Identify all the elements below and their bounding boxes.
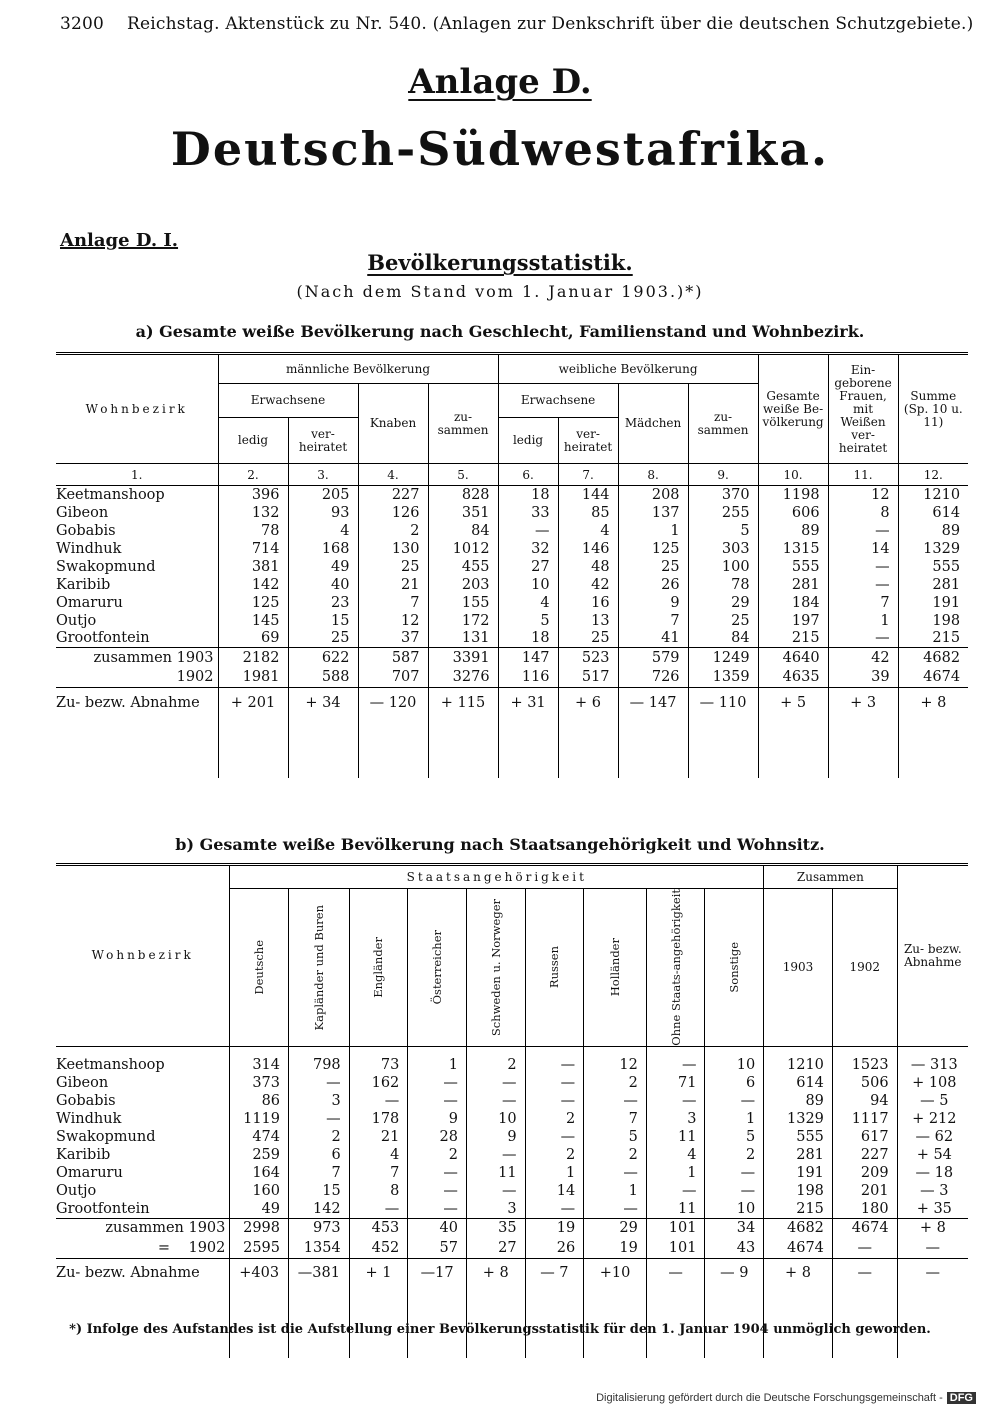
table-cell: 84 <box>688 630 758 648</box>
statistics-title: Bevölkerungsstatistik. <box>367 250 633 275</box>
table-cell: 132 <box>218 504 288 522</box>
table-cell: 16 <box>558 594 618 612</box>
district-name: Swakopmund <box>56 558 156 575</box>
table-cell: 184 <box>758 594 828 612</box>
table-cell: 198 <box>898 612 968 630</box>
table-cell: 281 <box>764 1146 833 1164</box>
table-cell: 21 <box>349 1128 408 1146</box>
table-cell: 314 <box>230 1056 289 1074</box>
table-cell: 281 <box>758 576 828 594</box>
table-cell: — <box>525 1200 584 1218</box>
table-cell: 7 <box>618 612 688 630</box>
table-row <box>56 1128 968 1146</box>
table-cell: 89 <box>758 522 828 540</box>
table-cell: 48 <box>558 558 618 576</box>
table-cell: 201 <box>832 1182 897 1200</box>
table-cell: — <box>408 1092 467 1110</box>
col-zusammen-w: zu-sammen <box>688 384 758 464</box>
table-row <box>56 522 968 540</box>
table-cell: 370 <box>688 486 758 504</box>
table-cell: 555 <box>758 558 828 576</box>
col-deutsche: Deutsche <box>252 940 267 995</box>
col-schweden: Schweden u. Norweger <box>488 898 503 1036</box>
col-oesterreicher: Österreicher <box>430 930 445 1005</box>
table-a <box>56 352 968 778</box>
table-cell: 93 <box>288 504 358 522</box>
table-cell: 49 <box>230 1200 289 1218</box>
table-cell: 7 <box>289 1164 350 1182</box>
col-erwachsene-w: Erwachsene <box>498 384 618 418</box>
col-wohnbezirk-b: Wohnbezirk <box>56 865 230 1047</box>
table-cell: 9 <box>618 594 688 612</box>
district-name: Grootfontein <box>56 1200 150 1217</box>
table-cell: — <box>408 1200 467 1218</box>
table-cell: 23 <box>288 594 358 612</box>
table-cell: 142 <box>289 1200 350 1218</box>
table-cell: 14 <box>525 1182 584 1200</box>
table-cell: 10 <box>466 1110 525 1128</box>
col-ledig-w: ledig <box>498 418 558 464</box>
table-cell: 126 <box>358 504 428 522</box>
table-row <box>56 1110 968 1128</box>
table-cell: 125 <box>618 540 688 558</box>
table-a-title: a) Gesamte weiße Bevölkerung nach Geschlecht, Familienstand und Wohnbezirk. <box>135 322 865 341</box>
table-cell: + 212 <box>897 1110 968 1128</box>
col-verheiratet-m: ver-heiratet <box>288 418 358 464</box>
table-cell: 32 <box>498 540 558 558</box>
table-cell: 5 <box>584 1128 647 1146</box>
column-numbers: 1. 2. 3. 4. 5. 6. 7. 8. 9. 10. 11. 12. <box>56 464 968 486</box>
table-cell: 12 <box>358 612 428 630</box>
table-cell: 9 <box>408 1110 467 1128</box>
col-1902: 1902 <box>832 889 897 1047</box>
table-cell: 197 <box>758 612 828 630</box>
table-cell: 1210 <box>898 486 968 504</box>
table-cell: 69 <box>218 630 288 648</box>
table-cell: — <box>646 1092 705 1110</box>
table-cell: 2 <box>408 1146 467 1164</box>
table-cell: — <box>646 1056 705 1074</box>
table-cell: 5 <box>498 612 558 630</box>
table-cell: — <box>466 1182 525 1200</box>
table-cell: 2 <box>289 1128 350 1146</box>
table-cell: 28 <box>408 1128 467 1146</box>
col-hollaender: Holländer <box>608 938 622 997</box>
footnote: *) Infolge des Aufstandes ist die Aufstellung einer Bevölkerungsstatistik für den 1. Januar 1904 unmöglich geworden. <box>69 1322 931 1337</box>
table-cell: 2 <box>705 1146 764 1164</box>
table-row <box>56 612 968 630</box>
table-cell: 25 <box>358 558 428 576</box>
col-englaender: Engländer <box>371 936 386 998</box>
col-maennlich: männliche Bevölkerung <box>218 354 498 384</box>
table-cell: 13 <box>558 612 618 630</box>
table-cell: 198 <box>764 1182 833 1200</box>
table-cell: 2 <box>584 1074 647 1092</box>
table-cell: 164 <box>230 1164 289 1182</box>
table-cell: 259 <box>230 1146 289 1164</box>
dfg-logo: DFG <box>947 1392 976 1404</box>
diff-row-b: Zu- bezw. Abnahme +403 —381 + 1 —17 + 8 — 7 +10 — — 9 + 8 — — <box>56 1258 968 1288</box>
district-name: Grootfontein <box>56 630 150 647</box>
statistics-subtitle: (Nach dem Stand vom 1. Januar 1903.)*) <box>296 282 704 301</box>
table-cell: 227 <box>358 486 428 504</box>
table-cell: + 108 <box>897 1074 968 1092</box>
table-cell: — <box>828 522 898 540</box>
table-cell: 25 <box>558 630 618 648</box>
table-cell: 5 <box>688 522 758 540</box>
table-b-title: b) Gesamte weiße Bevölkerung nach Staatsangehörigkeit und Wohnsitz. <box>175 835 825 854</box>
table-cell: 1 <box>525 1164 584 1182</box>
table-cell: + 54 <box>897 1146 968 1164</box>
table-cell: — 5 <box>897 1092 968 1110</box>
table-cell: 2 <box>525 1146 584 1164</box>
table-cell: 191 <box>764 1164 833 1182</box>
header-text: Reichstag. Aktenstück zu Nr. 540. (Anlagen zur Denkschrift über die deutschen Schutzgebiete.) <box>127 14 974 34</box>
table-cell: 84 <box>428 522 498 540</box>
col-zuab-b: Zu- bezw. Abnahme <box>897 865 968 1047</box>
table-cell: 7 <box>349 1164 408 1182</box>
table-cell: 8 <box>828 504 898 522</box>
table-cell: 78 <box>218 522 288 540</box>
table-cell: — <box>289 1074 350 1092</box>
table-row <box>56 1164 968 1182</box>
table-cell: 18 <box>498 630 558 648</box>
table-cell: 255 <box>688 504 758 522</box>
table-cell: — <box>349 1200 408 1218</box>
table-row <box>56 1182 968 1200</box>
table-cell: 351 <box>428 504 498 522</box>
table-row <box>56 630 968 648</box>
col-zusammen-b: Zusammen <box>764 865 897 889</box>
table-cell: 1329 <box>898 540 968 558</box>
table-cell: 215 <box>764 1200 833 1218</box>
table-cell: 205 <box>288 486 358 504</box>
table-cell: 15 <box>288 612 358 630</box>
table-cell: 7 <box>584 1110 647 1128</box>
table-cell: 29 <box>688 594 758 612</box>
table-cell: 33 <box>498 504 558 522</box>
col-wohnbezirk: Wohnbezirk <box>56 354 218 464</box>
table-cell: + 35 <box>897 1200 968 1218</box>
district-name: Omaruru <box>56 594 123 611</box>
table-cell: 100 <box>688 558 758 576</box>
table-cell: 1 <box>828 612 898 630</box>
table-cell: — <box>466 1146 525 1164</box>
table-cell: — <box>408 1074 467 1092</box>
table-row <box>56 1200 968 1218</box>
table-row <box>56 1146 968 1164</box>
district-name: Gibeon <box>56 504 109 521</box>
district-name: Keetmanshoop <box>56 486 165 503</box>
table-cell: 144 <box>558 486 618 504</box>
table-cell: 73 <box>349 1056 408 1074</box>
table-cell: — <box>828 558 898 576</box>
sub-annex-label: Anlage D. I. <box>60 230 179 251</box>
table-cell: 1119 <box>230 1110 289 1128</box>
col-maedchen: Mädchen <box>618 384 688 464</box>
table-cell: 137 <box>618 504 688 522</box>
table-cell: 606 <box>758 504 828 522</box>
district-name: Omaruru <box>56 1165 123 1182</box>
table-cell: 21 <box>358 576 428 594</box>
region-title: Deutsch-Südwestafrika. <box>170 122 830 176</box>
table-cell: 11 <box>466 1164 525 1182</box>
table-cell: 1198 <box>758 486 828 504</box>
table-cell: 130 <box>358 540 428 558</box>
table-cell: 8 <box>349 1182 408 1200</box>
page-number: 3200 <box>60 14 105 34</box>
table-cell: 281 <box>898 576 968 594</box>
table-cell: — <box>525 1056 584 1074</box>
table-cell: 25 <box>288 630 358 648</box>
district-name: Karibib <box>56 576 111 593</box>
table-cell: 14 <box>828 540 898 558</box>
table-cell: 1210 <box>764 1056 833 1074</box>
table-cell: 303 <box>688 540 758 558</box>
table-cell: 4 <box>646 1146 705 1164</box>
table-cell: 555 <box>764 1128 833 1146</box>
col-weiblich: weibliche Bevölkerung <box>498 354 758 384</box>
col-summe: Summe (Sp. 10 u. 11) <box>898 354 968 464</box>
col-zusammen-m: zu-sammen <box>428 384 498 464</box>
table-cell: 40 <box>288 576 358 594</box>
total-row-b-1903: zusammen 1903 2998 973 453 40 35 19 29 101 34 4682 4674 + 8 <box>56 1218 968 1238</box>
table-cell: 1 <box>705 1110 764 1128</box>
table-cell: 155 <box>428 594 498 612</box>
district-name: Swakopmund <box>56 1129 156 1146</box>
total-row-b-1902: = 1902 2595 1354 452 57 27 26 19 101 43 4674 — — <box>56 1238 968 1258</box>
col-sonstige: Sonstige <box>727 942 742 993</box>
table-cell: 25 <box>688 612 758 630</box>
table-cell: — 18 <box>897 1164 968 1182</box>
table-cell: 798 <box>289 1056 350 1074</box>
table-row <box>56 558 968 576</box>
table-cell: 12 <box>828 486 898 504</box>
table-cell: 6 <box>705 1074 764 1092</box>
table-cell: 7 <box>358 594 428 612</box>
table-cell: — <box>525 1092 584 1110</box>
table-cell: 12 <box>584 1056 647 1074</box>
table-cell: — <box>498 522 558 540</box>
diff-row: Zu- bezw. Abnahme + 201 + 34 — 120 + 115 + 31 + 6 — 147 — 110 + 5 + 3 + 8 <box>56 688 968 718</box>
table-cell: 506 <box>832 1074 897 1092</box>
col-eingeborene: Ein-geborene Frauen, mit Weißen ver-heiratet <box>828 354 898 464</box>
table-cell: — <box>525 1074 584 1092</box>
table-cell: 1 <box>584 1182 647 1200</box>
table-cell: — <box>289 1110 350 1128</box>
table-cell: 26 <box>618 576 688 594</box>
table-cell: 10 <box>705 1056 764 1074</box>
table-cell: 94 <box>832 1092 897 1110</box>
table-cell: 10 <box>498 576 558 594</box>
table-cell: 208 <box>618 486 688 504</box>
table-cell: 11 <box>646 1128 705 1146</box>
table-cell: 3 <box>646 1110 705 1128</box>
table-cell: 145 <box>218 612 288 630</box>
table-cell: 1 <box>646 1164 705 1182</box>
table-cell: 2 <box>466 1056 525 1074</box>
table-cell: 168 <box>288 540 358 558</box>
table-cell: 555 <box>898 558 968 576</box>
table-cell: 2 <box>584 1146 647 1164</box>
col-ledig-m: ledig <box>218 418 288 464</box>
table-cell: — <box>466 1092 525 1110</box>
table-cell: 37 <box>358 630 428 648</box>
table-cell: 455 <box>428 558 498 576</box>
table-cell: 142 <box>218 576 288 594</box>
table-cell: 209 <box>832 1164 897 1182</box>
table-cell: 3 <box>289 1092 350 1110</box>
table-cell: 215 <box>758 630 828 648</box>
table-cell: 49 <box>288 558 358 576</box>
table-cell: 381 <box>218 558 288 576</box>
total-row-1903: zusammen 1903 2182 622 587 3391 147 523 579 1249 4640 42 4682 <box>56 648 968 668</box>
table-cell: 86 <box>230 1092 289 1110</box>
table-cell: 6 <box>289 1146 350 1164</box>
table-cell: — <box>584 1200 647 1218</box>
district-name: Karibib <box>56 1147 111 1164</box>
table-cell: 191 <box>898 594 968 612</box>
table-cell: 85 <box>558 504 618 522</box>
table-cell: — <box>466 1074 525 1092</box>
table-cell: 9 <box>466 1128 525 1146</box>
table-cell: 178 <box>349 1110 408 1128</box>
table-cell: — <box>705 1182 764 1200</box>
district-name: Outjo <box>56 1183 97 1200</box>
district-name: Keetmanshoop <box>56 1057 165 1074</box>
district-name: Outjo <box>56 612 97 629</box>
table-cell: 78 <box>688 576 758 594</box>
table-cell: 373 <box>230 1074 289 1092</box>
table-cell: — <box>828 630 898 648</box>
annex-title: Anlage D. <box>408 62 592 102</box>
table-cell: — 3 <box>897 1182 968 1200</box>
table-cell: 41 <box>618 630 688 648</box>
table-cell: — 62 <box>897 1128 968 1146</box>
table-cell: — <box>705 1092 764 1110</box>
table-cell: 172 <box>428 612 498 630</box>
table-row <box>56 1074 968 1092</box>
table-cell: — <box>646 1182 705 1200</box>
table-cell: 18 <box>498 486 558 504</box>
table-cell: 4 <box>288 522 358 540</box>
table-b <box>56 863 968 1358</box>
col-gesamt: Gesamte weiße Be-völkerung <box>758 354 828 464</box>
table-cell: — <box>584 1164 647 1182</box>
table-row <box>56 504 968 522</box>
table-cell: — <box>584 1092 647 1110</box>
table-cell: — <box>408 1182 467 1200</box>
table-cell: 3 <box>466 1200 525 1218</box>
table-cell: 11 <box>646 1200 705 1218</box>
table-cell: 215 <box>898 630 968 648</box>
table-cell: — 313 <box>897 1056 968 1074</box>
table-row <box>56 1092 968 1110</box>
table-cell: 180 <box>832 1200 897 1218</box>
table-cell: 828 <box>428 486 498 504</box>
col-kaplaender: Kapländer und Buren <box>311 904 326 1031</box>
table-cell: 614 <box>898 504 968 522</box>
table-cell: 2 <box>525 1110 584 1128</box>
table-cell: 1 <box>408 1056 467 1074</box>
total-row-1902: 1902 1981 588 707 3276 116 517 726 1359 4635 39 4674 <box>56 668 968 688</box>
table-cell: 2 <box>358 522 428 540</box>
table-cell: 89 <box>764 1092 833 1110</box>
col-ohne-staat: Ohne Staats-angehörigkeit <box>668 889 683 1046</box>
district-name: Gibeon <box>56 1075 109 1092</box>
table-row <box>56 540 968 558</box>
table-cell: 89 <box>898 522 968 540</box>
district-name: Gobabis <box>56 522 116 539</box>
table-cell: — <box>408 1164 467 1182</box>
table-cell: 160 <box>230 1182 289 1200</box>
table-cell: 162 <box>349 1074 408 1092</box>
digitization-credit: Digitalisierung gefördert durch die Deutsche Forschungsgemeinschaft - DFG <box>596 1392 976 1404</box>
table-cell: — <box>828 576 898 594</box>
table-cell: 1315 <box>758 540 828 558</box>
table-cell: 125 <box>218 594 288 612</box>
table-cell: 617 <box>832 1128 897 1146</box>
table-cell: 396 <box>218 486 288 504</box>
table-cell: 203 <box>428 576 498 594</box>
table-row <box>56 486 968 504</box>
table-cell: 42 <box>558 576 618 594</box>
table-cell: 146 <box>558 540 618 558</box>
table-cell: — <box>525 1128 584 1146</box>
table-cell: 1523 <box>832 1056 897 1074</box>
table-cell: 1012 <box>428 540 498 558</box>
table-cell: 7 <box>828 594 898 612</box>
district-name: Gobabis <box>56 1093 116 1110</box>
table-row <box>56 1056 968 1074</box>
col-1903: 1903 <box>764 889 833 1047</box>
table-row <box>56 576 968 594</box>
table-cell: 25 <box>618 558 688 576</box>
table-cell: 1 <box>618 522 688 540</box>
col-erwachsene-m: Erwachsene <box>218 384 358 418</box>
table-cell: — <box>705 1164 764 1182</box>
col-verheiratet-w: ver-heiratet <box>558 418 618 464</box>
table-row <box>56 594 968 612</box>
table-cell: 71 <box>646 1074 705 1092</box>
table-cell: 131 <box>428 630 498 648</box>
table-cell: 614 <box>764 1074 833 1092</box>
table-cell: 1329 <box>764 1110 833 1128</box>
table-cell: — <box>349 1092 408 1110</box>
table-cell: 27 <box>498 558 558 576</box>
district-name: Windhuk <box>56 540 122 557</box>
table-cell: 1117 <box>832 1110 897 1128</box>
table-cell: 4 <box>349 1146 408 1164</box>
table-cell: 714 <box>218 540 288 558</box>
col-knaben: Knaben <box>358 384 428 464</box>
table-cell: 474 <box>230 1128 289 1146</box>
table-cell: 4 <box>558 522 618 540</box>
col-staatsangehoerigkeit: Staatsangehörigkeit <box>230 865 764 889</box>
district-name: Windhuk <box>56 1111 122 1128</box>
table-cell: 10 <box>705 1200 764 1218</box>
table-cell: 227 <box>832 1146 897 1164</box>
col-russen: Russen <box>547 946 562 989</box>
blank-row <box>56 718 968 778</box>
table-cell: 15 <box>289 1182 350 1200</box>
table-cell: 4 <box>498 594 558 612</box>
table-cell: 5 <box>705 1128 764 1146</box>
